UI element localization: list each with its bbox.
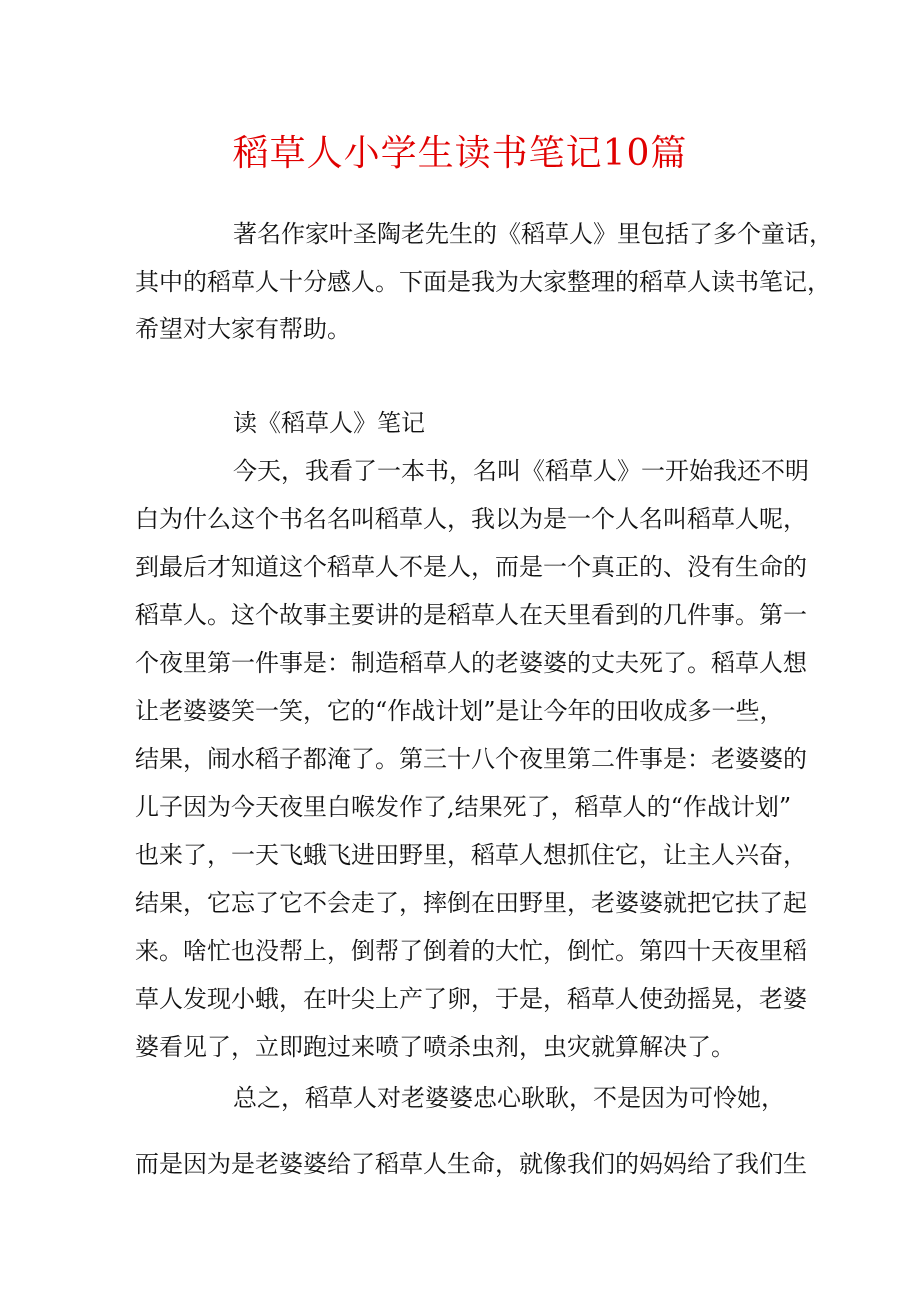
body-line: 也来了，一天飞蛾飞进田野里，稻草人想抓住它，让主人兴奋， (135, 841, 807, 869)
intro-line: 著名作家叶圣陶老先生的《稻草人》里包括了多个童话， (233, 220, 833, 248)
body-line: 白为什么这个书名名叫稻草人，我以为是一个人名叫稻草人呢， (135, 505, 807, 533)
body-line: 到最后才知道这个稻草人不是人，而是一个真正的、没有生命的 (135, 553, 807, 581)
section-heading: 读《稻草人》笔记 (233, 409, 425, 437)
body-line: 儿子因为今天夜里白喉发作了,结果死了，稻草人的“作战计划” (135, 793, 792, 821)
body-line: 结果，闹水稻子都淹了。第三十八个夜里第二件事是：老婆婆的 (135, 745, 807, 773)
conclusion-line: 总之，稻草人对老婆婆忠心耿耿，不是因为可怜她， (233, 1084, 785, 1112)
body-line: 个夜里第一件事是：制造稻草人的老婆婆的丈夫死了。稻草人想 (135, 649, 807, 677)
body-line: 结果，它忘了它不会走了，摔倒在田野里，老婆婆就把它扶了起 (135, 889, 807, 917)
body-line: 来。啥忙也没帮上，倒帮了倒着的大忙，倒忙。第四十天夜里稻 (135, 937, 807, 965)
document-title: 稻草人小学生读书笔记10篇 (232, 133, 688, 174)
body-line: 稻草人。这个故事主要讲的是稻草人在天里看到的几件事。第一 (135, 601, 807, 629)
body-line: 婆看见了，立即跑过来喷了喷杀虫剂，虫灾就算解决了。 (135, 1033, 735, 1061)
intro-line: 希望对大家有帮助。 (135, 315, 351, 343)
body-line: 今天，我看了一本书，名叫《稻草人》一开始我还不明 (233, 457, 809, 485)
body-line: 让老婆婆笑一笑，它的“作战计划”是让今年的田收成多一些， (135, 697, 784, 725)
intro-line: 其中的稻草人十分感人。下面是我为大家整理的稻草人读书笔记， (135, 268, 831, 296)
body-line: 草人发现小蛾，在叶尖上产了卵，于是，稻草人使劲摇晃，老婆 (135, 985, 807, 1013)
conclusion-line: 而是因为是老婆婆给了稻草人生命，就像我们的妈妈给了我们生 (135, 1150, 807, 1178)
